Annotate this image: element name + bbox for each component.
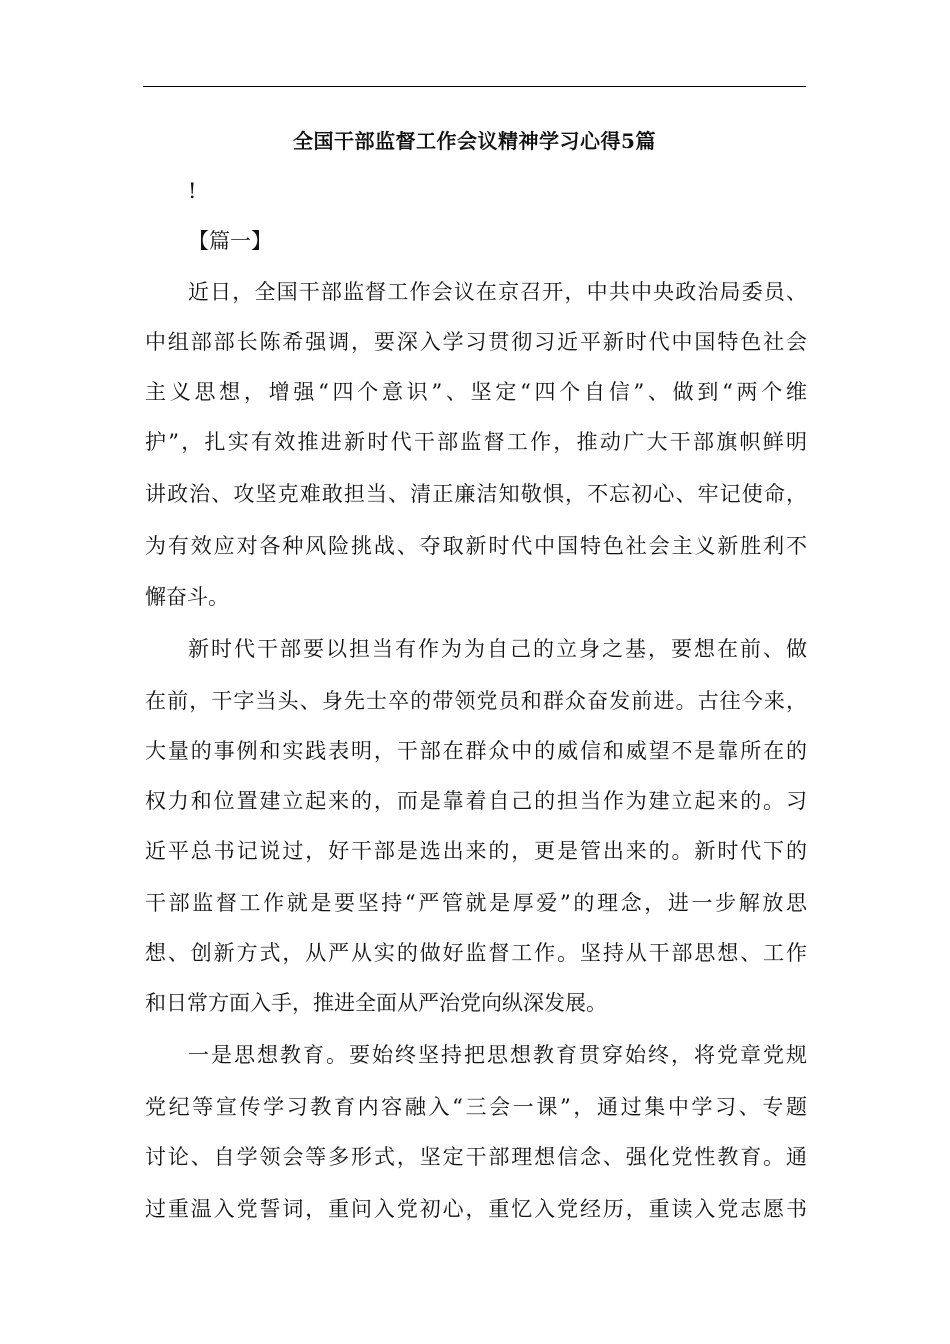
paragraph-3-line-4: 过重温入党誓词，重问入党初心，重忆入党经历，重读入党志愿书 [145,1197,807,1221]
paragraph-1-line-3: 主义思想，增强“四个意识”、坚定“四个自信”、做到“两个维 [145,380,807,404]
section-heading: 【篇一】 [188,229,272,253]
paragraph-2-line-6: 干部监督工作就是要坚持“严管就是厚爱”的理念，进一步解放思 [145,891,807,915]
paragraph-1-line-6: 为有效应对各种风险挑战、夺取新时代中国特色社会主义新胜利不 [145,534,807,558]
header-rule [143,86,806,87]
paragraph-2-line-2: 在前，干字当头、身先士卒的带领党员和群众奋发前进。古往今来， [145,689,807,713]
document-title: 全国干部监督工作会议精神学习心得5篇 [293,129,656,153]
paragraph-1-line-5: 讲政治、攻坚克难敢担当、清正廉洁知敬惧，不忘初心、牢记使命， [145,482,807,506]
paragraph-3-line-2: 党纪等宣传学习教育内容融入“三会一课”，通过集中学习、专题 [145,1095,807,1119]
paragraph-2-line-7: 想、创新方式，从严从实的做好监督工作。坚持从干部思想、工作 [145,941,807,965]
paragraph-1-line-2: 中组部部长陈希强调，要深入学习贯彻习近平新时代中国特色社会 [145,330,807,354]
paragraph-1-line-1: 近日，全国干部监督工作会议在京召开，中共中央政治局委员、 [188,280,807,304]
paragraph-1-line-7: 懈奋斗。 [145,585,229,609]
paragraph-2-line-8: 和日常方面入手，推进全面从严治党向纵深发展。 [145,991,607,1015]
paragraph-2-line-3: 大量的事例和实践表明，干部在群众中的威信和威望不是靠所在的 [145,739,807,763]
paragraph-1-line-4: 护”，扎实有效推进新时代干部监督工作，推动广大干部旗帜鲜明 [145,430,807,454]
paragraph-3-line-1: 一是思想教育。要始终坚持把思想教育贯穿始终，将党章党规 [188,1043,807,1067]
paragraph-2-line-1: 新时代干部要以担当有作为为自己的立身之基，要想在前、做 [188,637,807,661]
paragraph-3-line-3: 讨论、自学领会等多形式，坚定干部理想信念、强化党性教育。通 [145,1145,807,1169]
paragraph-2-line-4: 权力和位置建立起来的，而是靠着自己的担当作为建立起来的。习 [145,789,807,813]
exclamation-mark: ! [188,179,197,203]
paragraph-2-line-5: 近平总书记说过，好干部是选出来的，更是管出来的。新时代下的 [145,839,807,863]
